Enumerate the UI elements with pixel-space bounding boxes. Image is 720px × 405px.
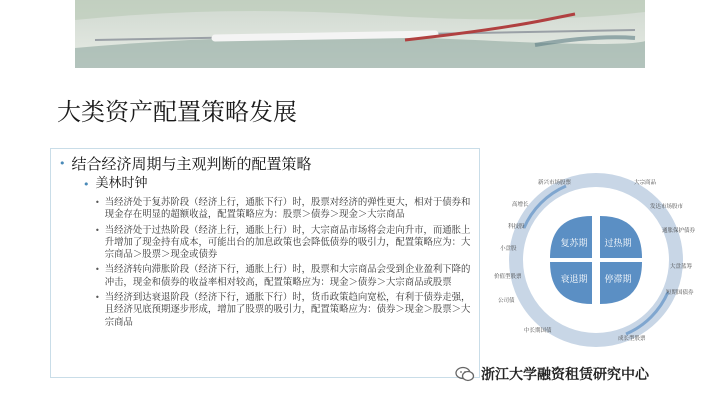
asset-label: 短期国债券 bbox=[666, 290, 694, 296]
strategy-textbox bbox=[50, 148, 480, 378]
asset-label: 小盘股 bbox=[500, 246, 517, 252]
list-item-text: 当经济处于复苏阶段（经济上行，通胀下行）时，股票对经济的弹性更大，相对于债券和现金存在明显的超额收益，配置策略应为：股票＞债券＞现金＞大宗商品 bbox=[104, 197, 471, 221]
section-heading: 结合经济周期与主观判断的配置策略 bbox=[71, 155, 312, 173]
quadrant-label: 过热期 bbox=[604, 239, 632, 249]
list-item-text: 当经济到达衰退阶段（经济下行，通胀下行）时，货币政策趋向宽松，有利于债券走强，且经济见底预期逐步形成，增加了股票的吸引力，配置策略应为：债券＞现金＞股票＞大宗商品 bbox=[104, 292, 471, 328]
asset-label: 成长型股票 bbox=[618, 336, 646, 342]
asset-label: 高增长 bbox=[512, 202, 529, 208]
heading-row bbox=[59, 155, 471, 173]
asset-label: 大宗商品 bbox=[634, 180, 657, 186]
bullet-icon: • bbox=[95, 225, 100, 235]
list-item-text: 当经济处于过热阶段（经济上行，通胀上行）时，大宗商品市场将会走向升市，而通胀上升增加了现金持有成本，可能出台的加息政策也会降低债券的吸引力，配置策略应为：大宗商品＞股票＞现金或债券 bbox=[104, 224, 471, 261]
asset-label: 新兴市场股票 bbox=[538, 180, 572, 186]
asset-label: 科技股 bbox=[508, 224, 525, 230]
quadrant-label: 衰退期 bbox=[560, 275, 588, 285]
subheading-row bbox=[83, 176, 471, 194]
bullet-icon: • bbox=[83, 178, 90, 191]
header-banner-image bbox=[75, 0, 645, 68]
bullet-icon: • bbox=[59, 157, 66, 170]
bullet-icon: • bbox=[95, 198, 100, 207]
bullet-icon: • bbox=[95, 265, 100, 275]
page-title: 大类资产配置策略发展 bbox=[57, 98, 297, 126]
wechat-icon bbox=[455, 366, 475, 382]
asset-label: 通胀保护债券 bbox=[662, 228, 696, 234]
list-item-text: 当经济转向滞胀阶段（经济下行，通胀上行）时，股票和大宗商品会受到企业盈利下降的冲击，现金和债券的收益率相对较高，配置策略应为：现金＞债券＞大宗商品或股票 bbox=[104, 264, 471, 288]
footer-text: 浙江大学融资租赁研究中心 bbox=[481, 367, 649, 383]
asset-label: 公司债 bbox=[498, 298, 515, 304]
quadrant-label: 复苏期 bbox=[560, 239, 588, 249]
bullet-icon: • bbox=[95, 293, 100, 303]
quadrant-overheat bbox=[600, 216, 642, 258]
footer-watermark bbox=[455, 364, 649, 384]
list-item bbox=[95, 197, 471, 222]
asset-label: 价值型股票 bbox=[494, 274, 522, 280]
asset-label: 中长期国债 bbox=[524, 328, 552, 334]
quadrant-recovery bbox=[550, 216, 592, 258]
list-item bbox=[95, 264, 471, 289]
quadrant-label: 停滞期 bbox=[604, 275, 632, 285]
subheading: 美林时钟 bbox=[95, 176, 148, 191]
list-item bbox=[95, 225, 471, 262]
asset-label: 发达市场股市 bbox=[650, 204, 684, 210]
list-item bbox=[95, 292, 471, 329]
asset-label: 大盘蓝筹 bbox=[670, 264, 693, 270]
investment-clock-diagram bbox=[478, 160, 713, 360]
